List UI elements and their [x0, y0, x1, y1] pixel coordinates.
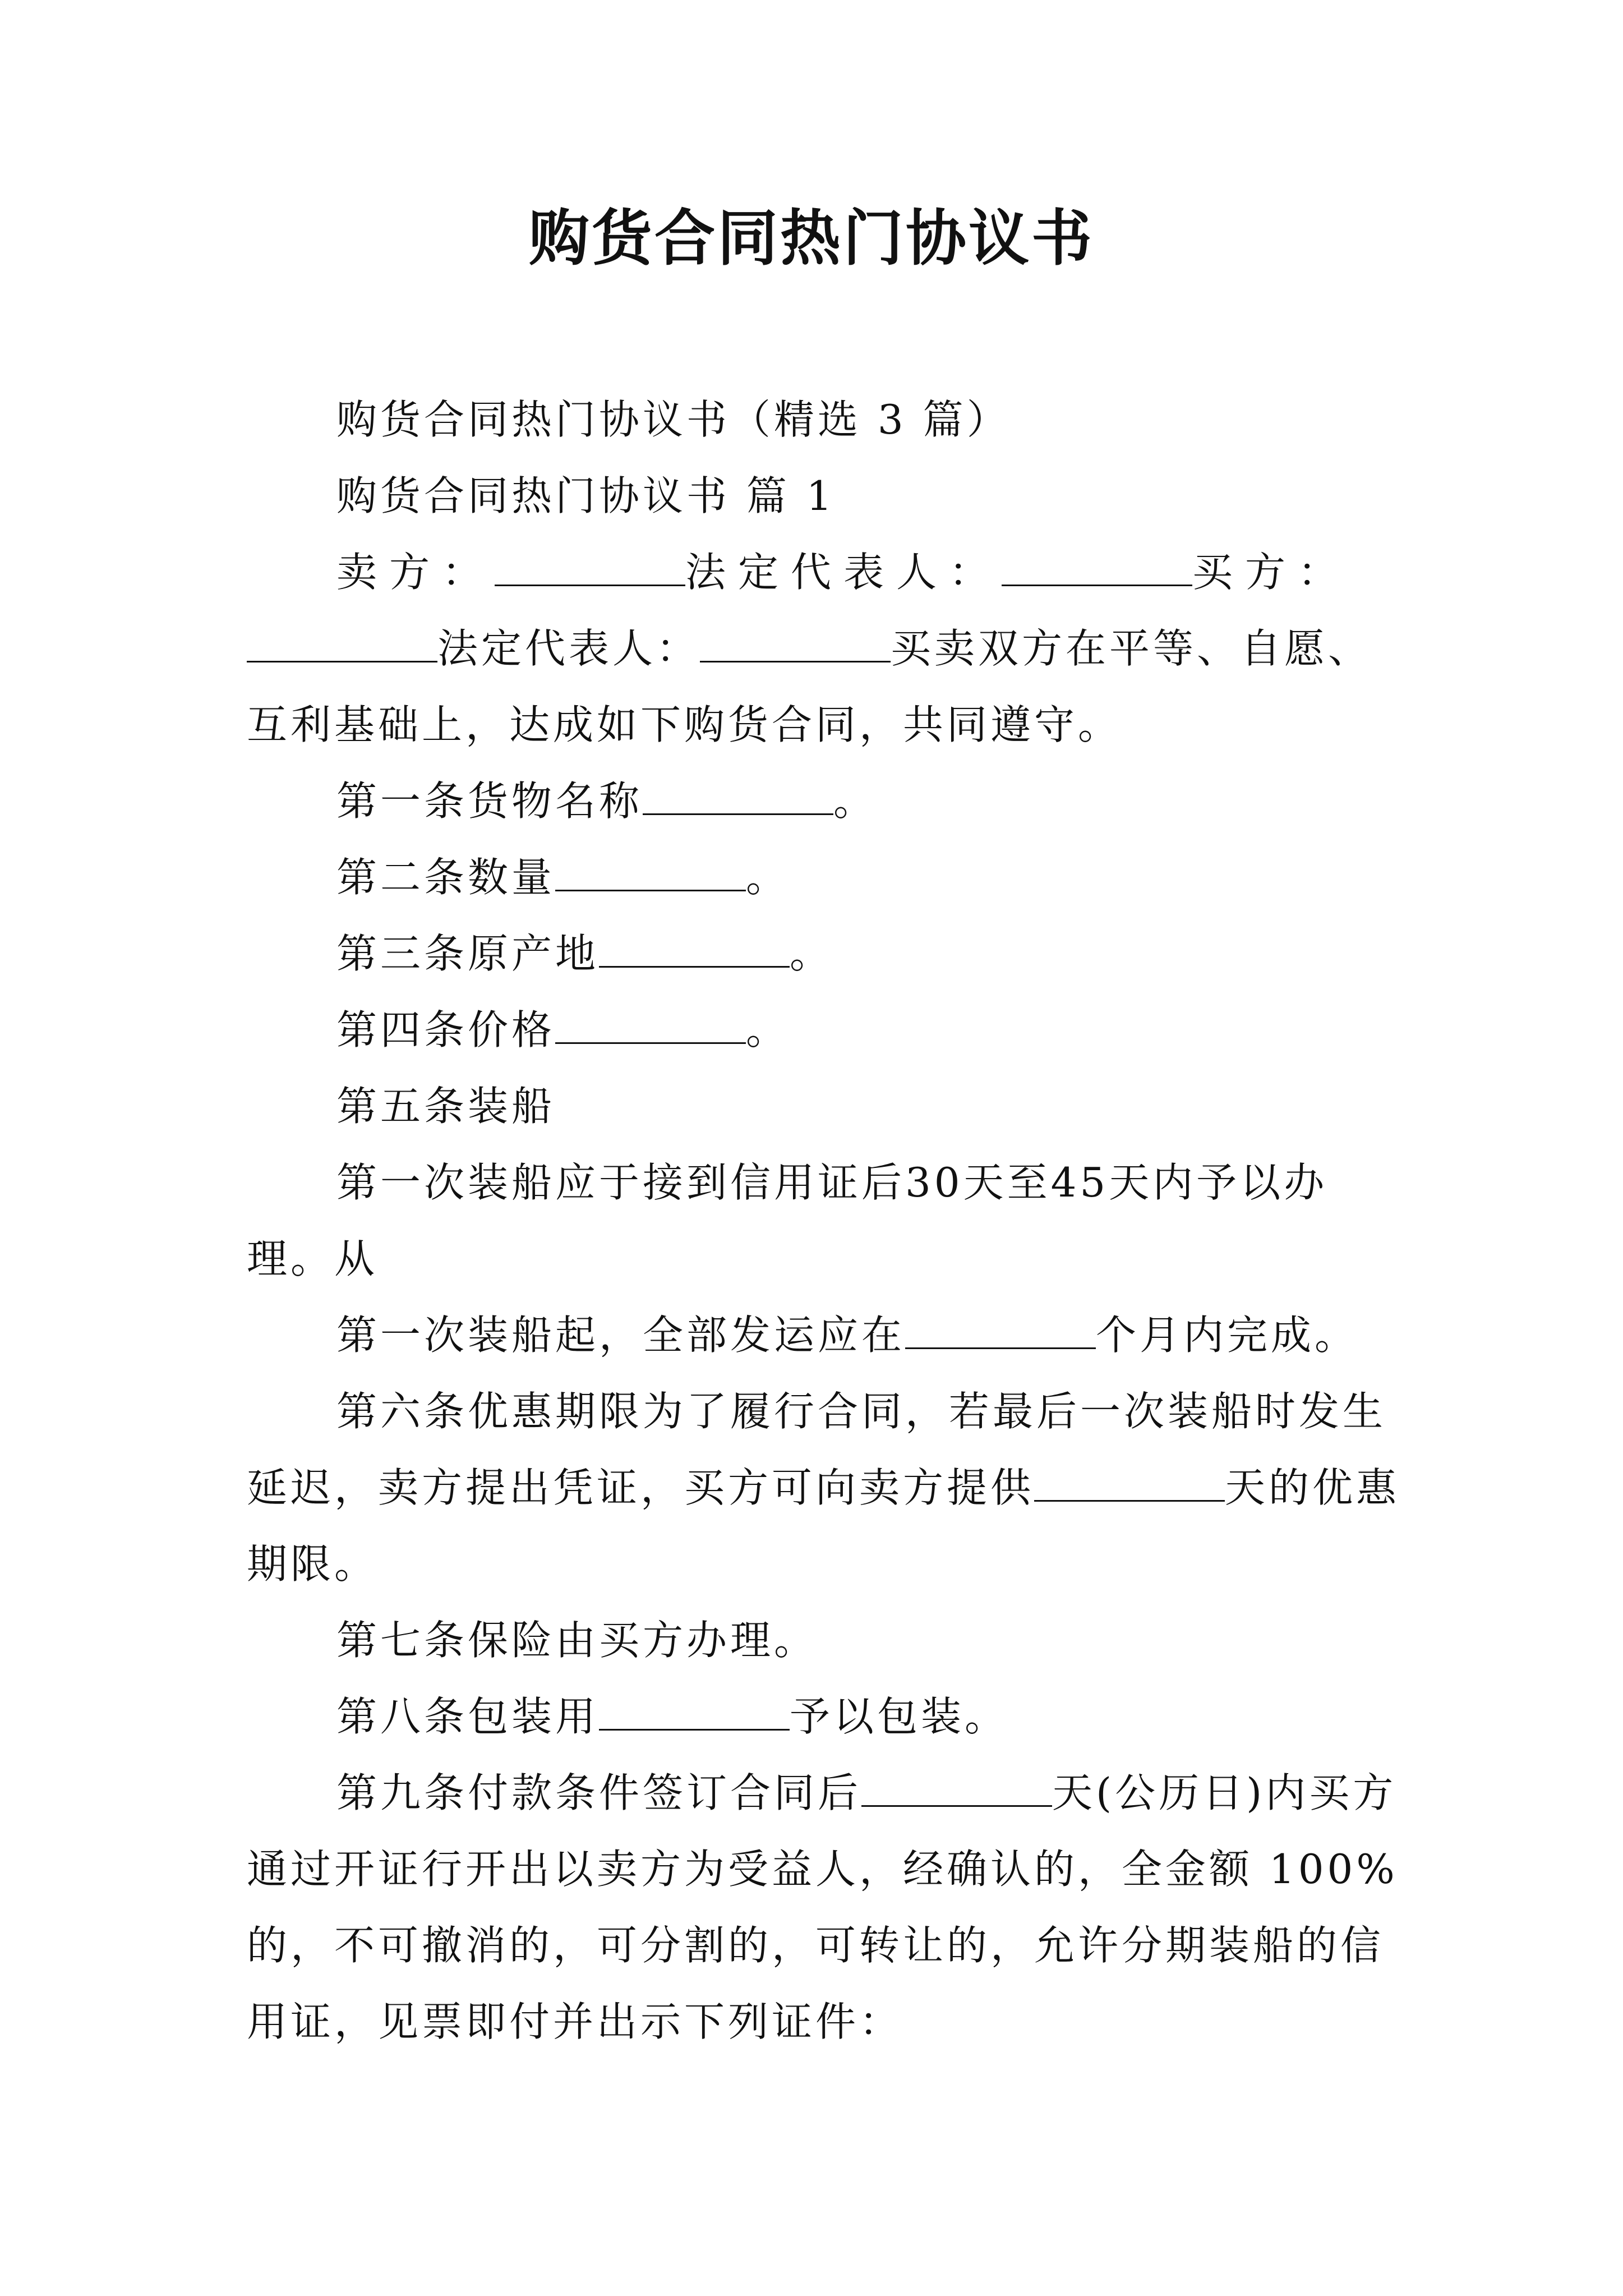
article-1 — [247, 763, 1413, 839]
article-5-text-2-post: 个月内完成。 — [1096, 1312, 1359, 1359]
section-heading: 购货合同热门协议书 篇 1 — [336, 472, 836, 519]
parties-paragraph — [247, 534, 1413, 763]
subtitle: 购货合同热门协议书（精选 3 篇） — [336, 396, 1011, 443]
article-2-period: 。 — [746, 854, 790, 901]
article-2-label: 第二条数量 — [336, 854, 556, 901]
article-6 — [247, 1373, 1413, 1602]
buyer-blank — [247, 622, 437, 662]
article-4-period: 。 — [746, 1006, 790, 1053]
article-3-period: 。 — [790, 930, 834, 977]
seller-blank — [495, 545, 685, 586]
buyer-rep-label: 法定代表人： — [437, 625, 700, 672]
seller-rep-label: 法定代表人： — [685, 549, 1002, 596]
intro-text: 买卖双方在平等、自愿、互利基础上，达成如下购货合同，共同遵守。 — [247, 625, 1372, 748]
article-1-label: 第一条货物名称 — [336, 777, 643, 825]
article-4-blank — [555, 1003, 746, 1044]
article-9 — [247, 1755, 1413, 2060]
article-1-period: 。 — [833, 777, 878, 825]
article-4-label: 第四条价格 — [336, 1006, 556, 1053]
article-2-blank — [555, 850, 746, 891]
article-4 — [247, 992, 1413, 1068]
article-5-blank — [905, 1308, 1096, 1349]
article-9-post: 天(公历日)内买方通过开证行开出以卖方为受益人，经确认的，全金额 100%的，不可撤消的，可分割的，可转让的，允许分期装船的信用证，见票即付并出示下列证件： — [247, 1769, 1398, 2045]
buyer-label: 买方： — [1192, 549, 1351, 596]
article-3-label: 第三条原产地 — [336, 930, 600, 977]
article-7: 第七条保险由买方办理。 — [336, 1617, 818, 1664]
article-6-blank — [1034, 1461, 1225, 1502]
article-9-pre: 第九条付款条件签订合同后 — [336, 1769, 862, 1816]
article-6-post: 天的优惠期限。 — [247, 1464, 1400, 1588]
article-6-pre: 第六条优惠期限为了履行合同，若最后一次装船时发生延迟，卖方提出凭证，买方可向卖方提供 — [247, 1388, 1387, 1511]
document-title: 购货合同热门协议书 — [528, 203, 1094, 274]
article-3-blank — [599, 927, 790, 968]
article-1-blank — [643, 774, 833, 815]
article-8-blank — [599, 1690, 790, 1731]
article-3 — [247, 915, 1413, 992]
article-8 — [247, 1678, 1413, 1755]
article-8-pre: 第八条包装用 — [336, 1693, 600, 1740]
seller-rep-blank — [1002, 545, 1192, 586]
article-5-text-2 — [247, 1297, 1413, 1373]
article-5-text-2-pre: 第一次装船起，全部发运应在 — [336, 1312, 906, 1359]
article-5-text-1: 第一次装船应于接到信用证后30天至45天内予以办理。从 — [247, 1159, 1328, 1282]
document-body — [247, 381, 1413, 2060]
article-9-blank — [861, 1766, 1052, 1807]
article-8-post: 予以包装。 — [790, 1693, 1009, 1740]
seller-label: 卖方： — [336, 549, 495, 596]
article-2 — [247, 839, 1413, 915]
article-5-heading: 第五条装船 — [336, 1083, 556, 1130]
buyer-rep-blank — [700, 622, 891, 662]
